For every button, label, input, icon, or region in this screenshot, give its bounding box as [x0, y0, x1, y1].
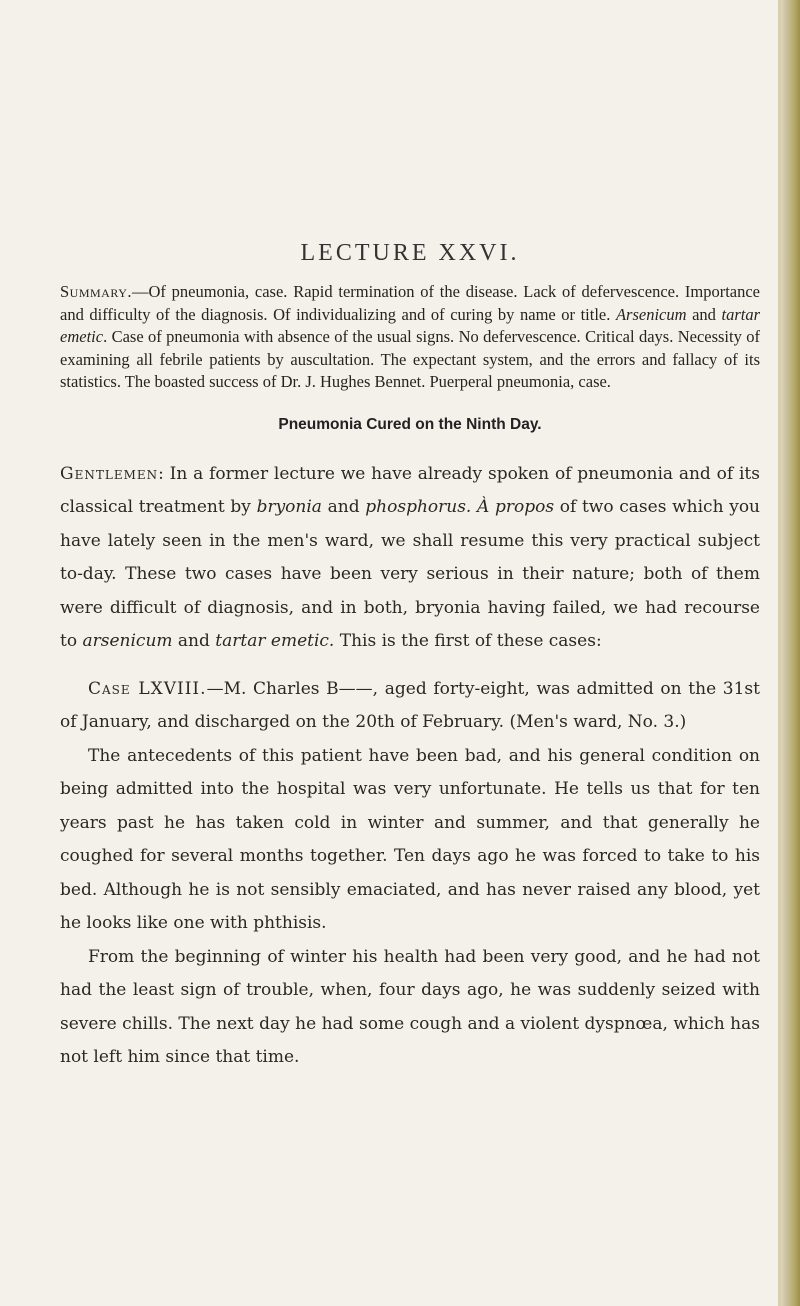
page-content	[60, 240, 760, 1075]
salutation: Gentlemen	[60, 463, 159, 484]
summary-italic-arsenicum: Arsenicum	[615, 304, 687, 324]
lecture-title: LECTURE XXVI.	[300, 240, 520, 266]
intro-italic-arsenicum: arsenicum	[82, 631, 173, 651]
summary-rest: . Case of pneumonia with absence of the usual signs. No defervescence. Critical days. Necessity of examining all febrile patients by auscultation. The expectant system, and the errors and fallacy of its statistics. The boasted success of Dr. J. Hughes Bennet. Puerperal pneumonia, case.	[60, 327, 760, 391]
intro-text-3: of two cases which you have lately seen in the men's ward, we shall resume this very practical subject to-day. These two cases have been very serious in their nature; both of them were difficult of diagnosis, and in both, bryonia having failed, we had recourse to	[60, 497, 761, 651]
case-label: Case LXVIII.	[88, 678, 207, 699]
summary-text: —Of pneumonia, case. Rapid termination of the disease. Lack of defervescence. Importance and difficulty of the diagnosis. Of individualizing and of curing by name or title.	[60, 282, 760, 324]
summary-paragraph	[60, 281, 760, 394]
intro-text-1: : In a former lecture we have already spoken of pneumonia and of its classical treatment by	[60, 463, 760, 517]
intro-text-2: and	[321, 497, 366, 517]
case-paragraph	[60, 673, 760, 740]
intro-italic-tartar: tartar emetic.	[215, 631, 335, 651]
paragraph-antecedents: The antecedents of this patient have been bad, and his general condition on being admitted into the hospital was very unfortunate. He tells us that for ten years past he has taken cold in winter and summer, and that generally he coughed for several months together. Ten days ago he was forced to take to his bed. Although he is not sensibly emaciated, and has never raised any blood, yet he looks like one with phthisis.	[60, 745, 760, 933]
intro-text-5: This is the first of these cases:	[334, 631, 602, 651]
page-edge	[778, 0, 800, 1306]
section-heading: Pneumonia Cured on the Ninth Day.	[278, 415, 542, 433]
summary-italic-tartar: tartar emetic	[60, 304, 760, 346]
paragraph-onset: From the beginning of winter his health had been very good, and he had not had the least sign of trouble, when, four days ago, he was suddenly seized with severe chills. The next day he had some cough and a violent dyspnœa, which has not left him since that time.	[60, 946, 760, 1067]
intro-italic-bryonia: bryonia	[256, 497, 322, 517]
intro-text-4: and	[172, 631, 216, 651]
intro-paragraph	[60, 458, 760, 659]
case-text: —M. Charles B——, aged forty-eight, was admitted on the 31st of January, and discharged on the 20th of February. (Men's ward, No. 3.)	[60, 678, 760, 732]
summary-and: and	[686, 304, 722, 324]
intro-italic-phosphorus: phosphorus. À propos	[365, 497, 555, 517]
summary-lead: Summary.	[60, 282, 132, 301]
